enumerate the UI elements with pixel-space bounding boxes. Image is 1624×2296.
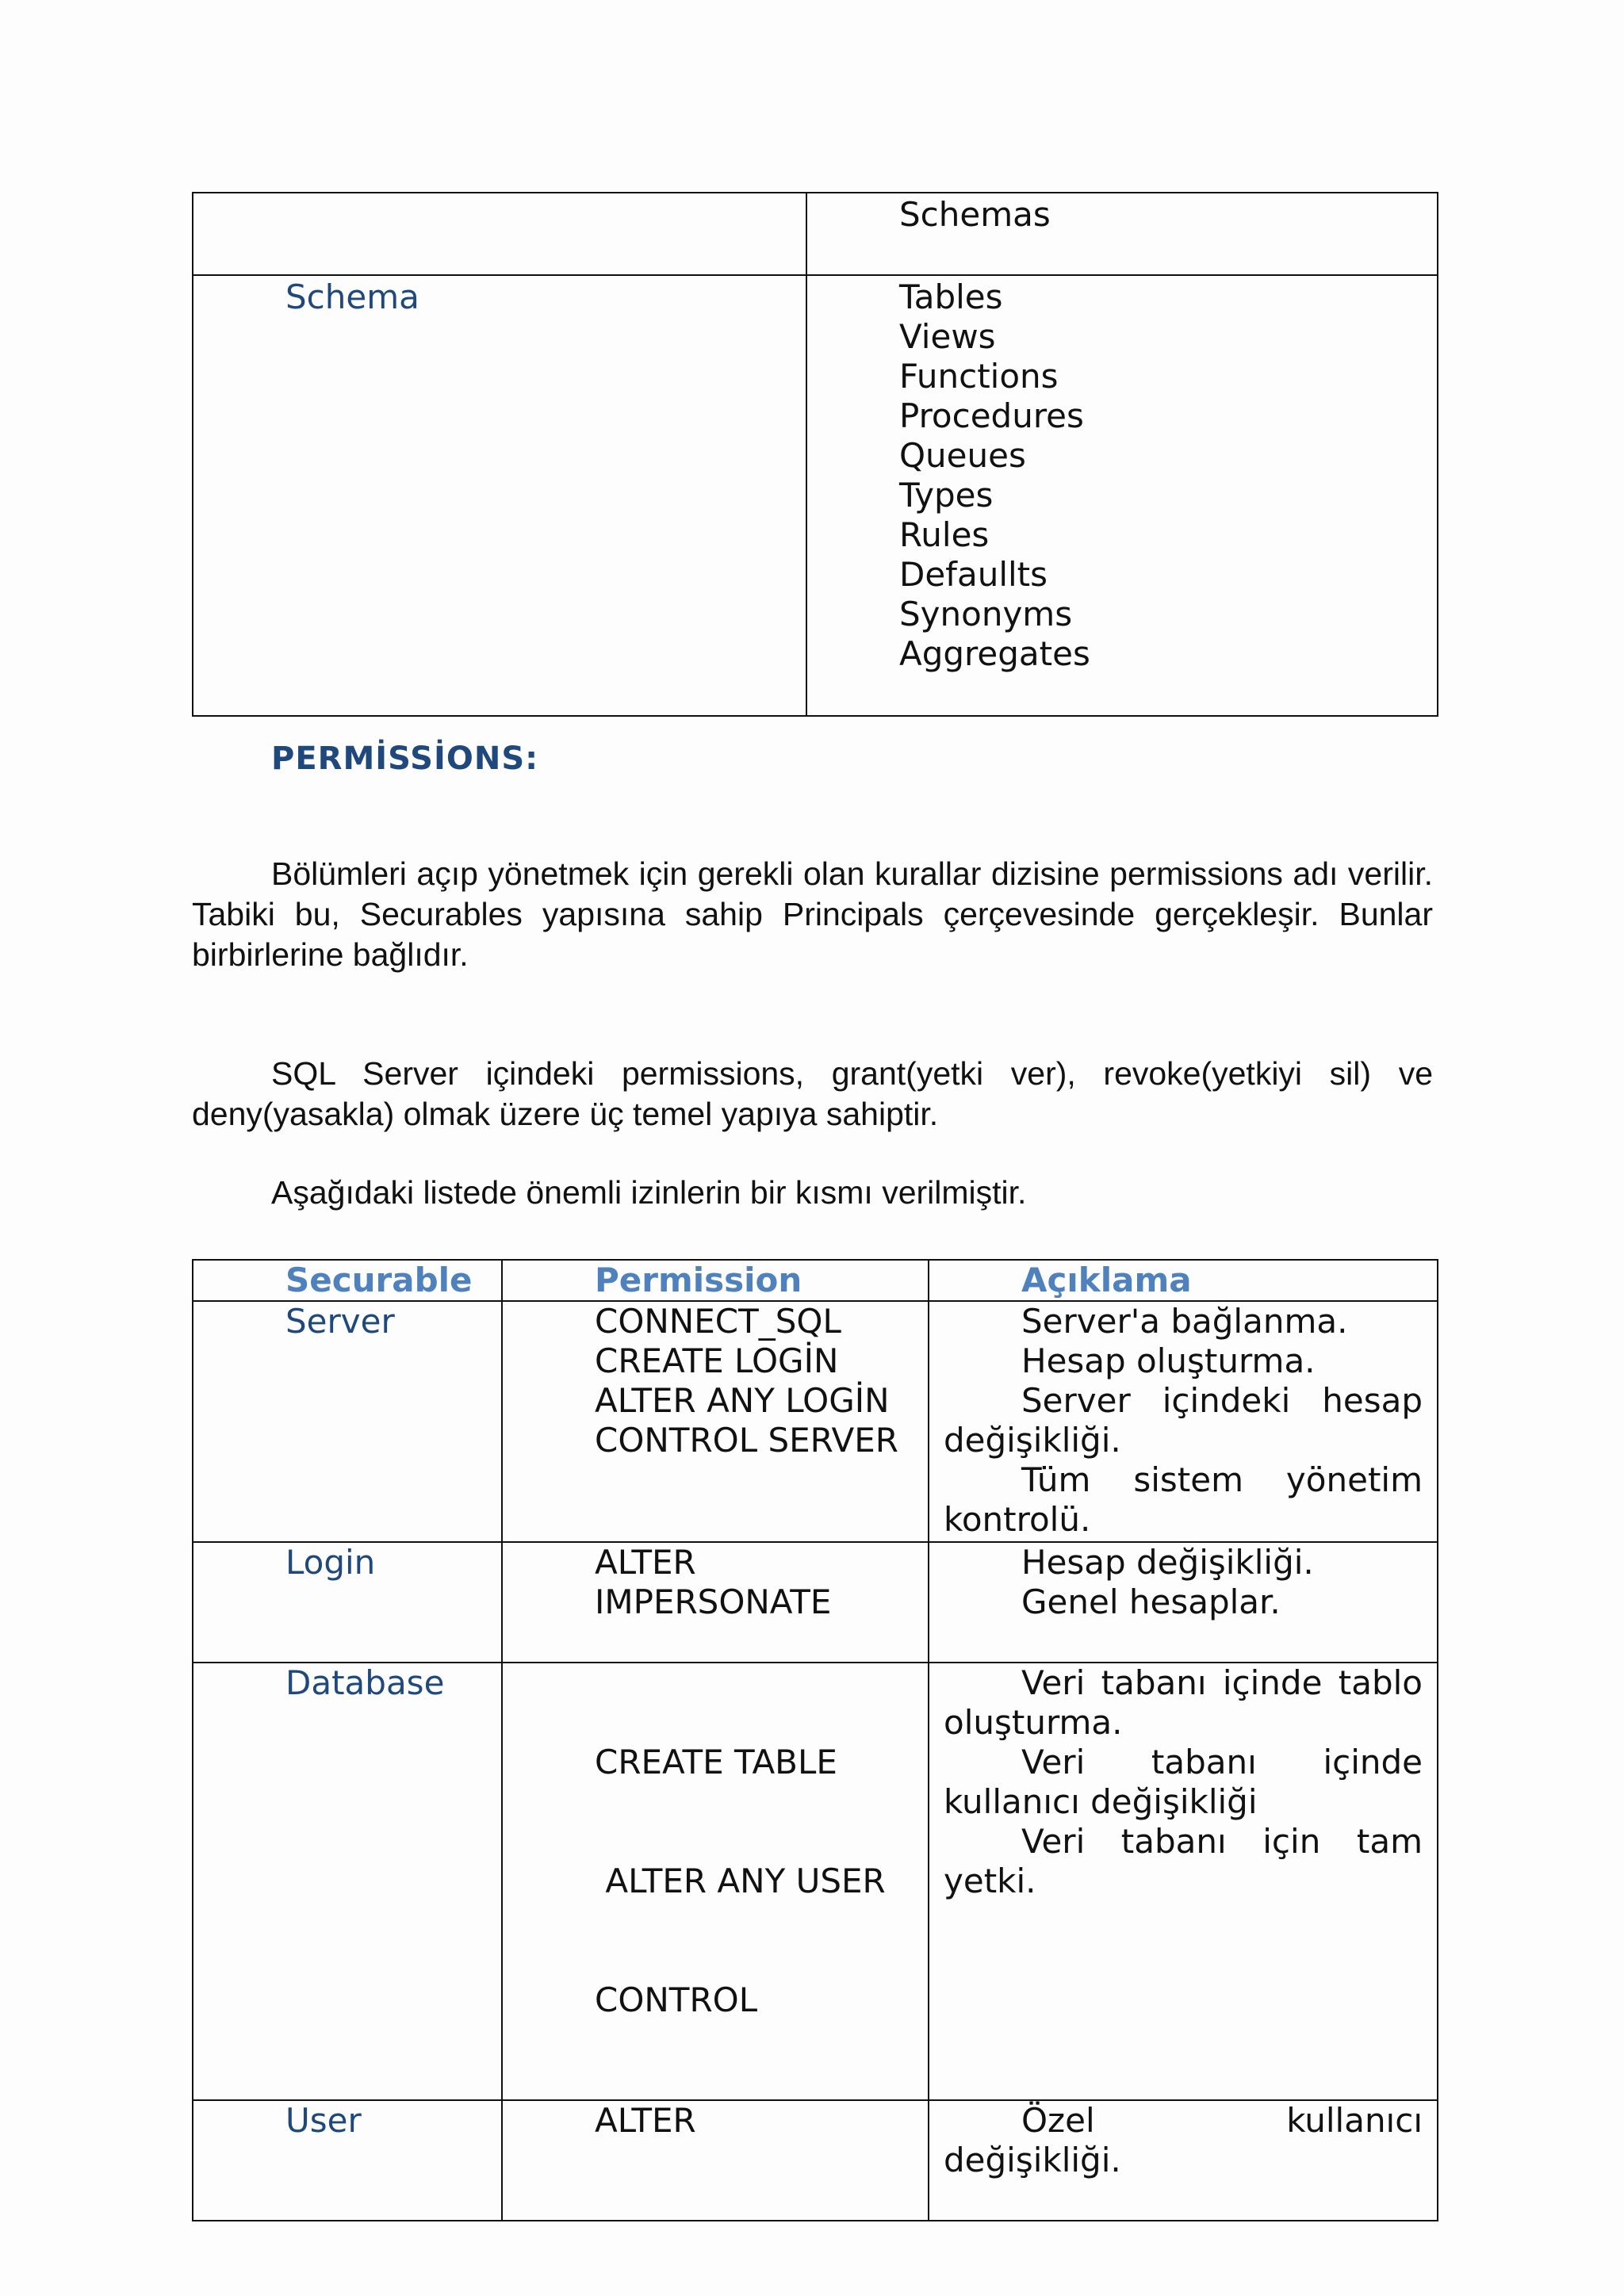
- permission-cell: [502, 1542, 929, 1663]
- column-header-permission: Permission: [502, 1260, 929, 1301]
- column-header-description: Açıklama: [929, 1260, 1438, 1301]
- section-heading: PERMİSSİONS:: [271, 740, 539, 777]
- permission-item: ALTER: [595, 1543, 696, 1582]
- schema-table: [192, 192, 1438, 717]
- table-header-row: [193, 1260, 1438, 1301]
- schema-object-item: Aggregates: [899, 634, 1090, 673]
- description-item: Veri tabanı içinde tablo oluşturma.: [944, 1663, 1423, 1742]
- permission-item: CONTROL SERVER: [595, 1421, 898, 1460]
- schema-object-item: Tables: [899, 277, 1003, 316]
- description-cell: [929, 1663, 1438, 2100]
- schema-table-row: [193, 193, 1438, 275]
- schema-table-cell-empty: [193, 193, 806, 275]
- description-item: Server içindeki hesap değişikliği.: [944, 1381, 1423, 1460]
- description-cell: [929, 1542, 1438, 1663]
- schema-object-item: Rules: [899, 515, 990, 554]
- schema-object-item: Functions: [899, 357, 1059, 396]
- description-item: Tüm sistem yönetim kontrolü.: [944, 1460, 1423, 1539]
- permission-item: IMPERSONATE: [595, 1582, 832, 1621]
- securable-cell: User: [193, 2100, 502, 2221]
- schema-object-item: Queues: [899, 436, 1026, 475]
- permission-item: ALTER ANY USER: [595, 1862, 886, 1900]
- securable-cell: Server: [193, 1301, 502, 1542]
- description-item: Özel kullanıcı değişikliği.: [944, 2101, 1423, 2179]
- table-row: [193, 1542, 1438, 1663]
- permission-cell: [502, 1301, 929, 1542]
- table-row: [193, 1663, 1438, 2100]
- schemas-cell: Schemas: [806, 193, 1438, 275]
- schema-object-item: Synonyms: [899, 595, 1073, 633]
- securable-cell: Database: [193, 1663, 502, 2100]
- paragraph: SQL Server içindeki permissions, grant(yetki ver), revoke(yetkiyi sil) ve deny(yasakla) olmak üzere üç temel yapıya sahiptir.: [192, 1055, 1433, 1132]
- description-item: Hesap değişikliği.: [1021, 1543, 1314, 1582]
- table-row: [193, 1301, 1438, 1542]
- description-item: Veri tabanı içinde kullanıcı değişikliği: [944, 1743, 1423, 1821]
- permission-item: CREATE LOGİN: [595, 1341, 839, 1380]
- permissions-table: [192, 1259, 1438, 2221]
- schema-object-item: Views: [899, 317, 996, 356]
- description-item: Server'a bağlanma.: [1021, 1302, 1348, 1341]
- permission-cell: [502, 1663, 929, 2100]
- schema-label-cell: Schema: [193, 275, 806, 716]
- securable-cell: Login: [193, 1542, 502, 1663]
- schema-table-row: [193, 275, 1438, 716]
- column-header-securable: Securable: [193, 1260, 502, 1301]
- schema-object-item: Defaullts: [899, 555, 1048, 594]
- permission-item: CONNECT_SQL: [595, 1302, 841, 1341]
- schema-object-item: Procedures: [899, 396, 1084, 435]
- permission-cell: [502, 2100, 929, 2221]
- description-cell: [929, 1301, 1438, 1542]
- permission-item: CREATE TABLE: [595, 1743, 837, 1781]
- schema-object-item: Types: [899, 476, 994, 515]
- paragraph: Aşağıdaki listede önemli izinlerin bir kısmı verilmiştir.: [271, 1174, 1027, 1211]
- paragraph: Bölümleri açıp yönetmek için gerekli olan kurallar dizisine permissions adı verilir. Tabiki bu, Securables yapısına sahip Principals çerçevesinde gerçekleşir. Bunlar birbirlerine bağlıdır.: [192, 855, 1433, 973]
- description-item: Genel hesaplar.: [1021, 1582, 1281, 1621]
- description-cell: [929, 2100, 1438, 2221]
- table-row: [193, 2100, 1438, 2221]
- description-item: Hesap oluşturma.: [1021, 1341, 1316, 1380]
- permission-item: CONTROL: [595, 1980, 758, 2019]
- permission-item: ALTER: [595, 2101, 696, 2140]
- description-item: Veri tabanı için tam yetki.: [944, 1822, 1423, 1900]
- permission-item: ALTER ANY LOGİN: [595, 1381, 890, 1420]
- schema-objects-cell: [806, 275, 1438, 716]
